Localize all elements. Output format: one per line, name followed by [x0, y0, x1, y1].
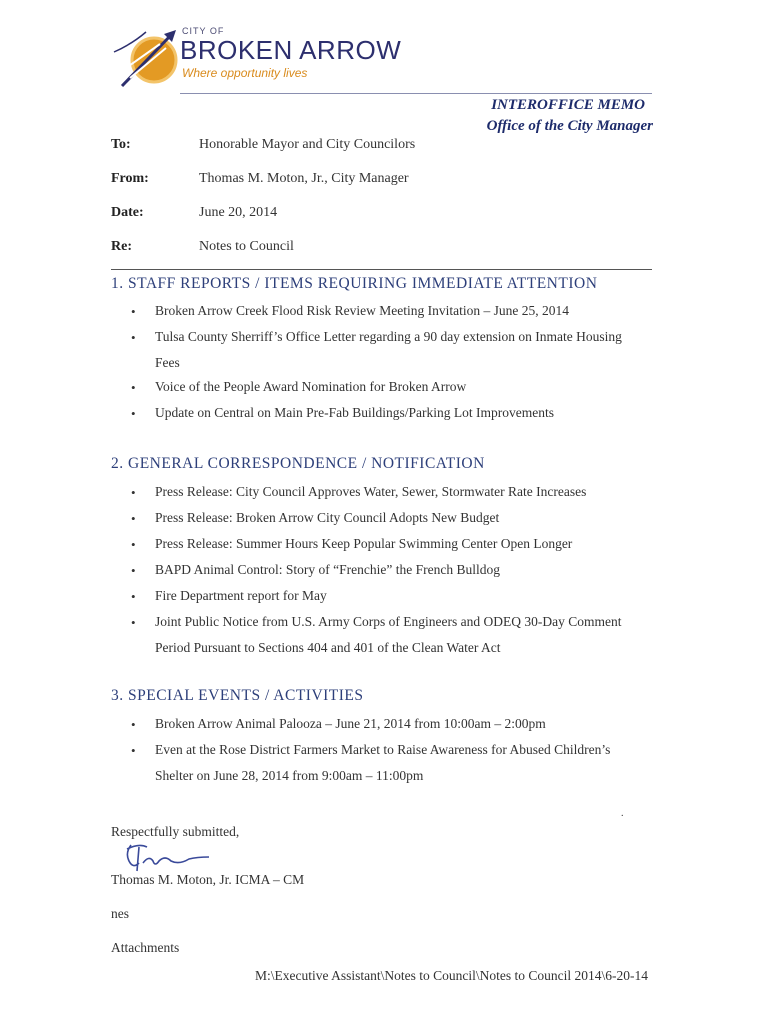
bullet-icon: • — [131, 380, 136, 395]
list-item: Broken Arrow Creek Flood Risk Review Meeting Invitation – June 25, 2014 — [155, 303, 569, 318]
bullet-icon: • — [131, 485, 136, 500]
header-divider — [180, 93, 652, 94]
list-item: Press Release: Broken Arrow City Council Adopts New Budget — [155, 510, 500, 525]
memo-title: INTEROFFICE MEMO — [491, 97, 645, 113]
date-label: Date: — [111, 205, 144, 220]
list-item: Voice of the People Award Nomination for Broken Arrow — [155, 379, 467, 394]
attachments-label: Attachments — [111, 940, 180, 955]
to-label: To: — [111, 137, 131, 152]
bullet-icon: • — [131, 537, 136, 552]
bullet-icon: • — [131, 406, 136, 421]
from-label: From: — [111, 171, 149, 186]
typist-initials: nes — [111, 906, 129, 921]
bullet-icon: • — [131, 563, 136, 578]
bullet-icon: • — [131, 304, 136, 319]
bullet-icon: • — [131, 589, 136, 604]
list-item: Press Release: Summer Hours Keep Popular Swimming Center Open Longer — [155, 536, 573, 551]
list-item: Tulsa County Sherriff’s Office Letter regarding a 90 day extension on Inmate Housing Fees — [155, 329, 622, 370]
bullet-icon: • — [131, 717, 136, 732]
signer-name: Thomas M. Moton, Jr. ICMA – CM — [111, 872, 305, 887]
memo-office: Office of the City Manager — [486, 118, 653, 134]
bullet-icon: • — [131, 511, 136, 526]
list-item: Broken Arrow Animal Palooza – June 21, 2014 from 10:00am – 2:00pm — [155, 716, 546, 731]
list-item: Even at the Rose District Farmers Market to Raise Awareness for Abused Children’s Shelter on June 28, 2014 from 9:00am – 11:00pm — [155, 742, 611, 783]
section-title-correspondence: 2. GENERAL CORRESPONDENCE / NOTIFICATION — [111, 455, 485, 472]
bullet-icon: • — [131, 743, 136, 758]
from-value: Thomas M. Moton, Jr., City Manager — [199, 171, 409, 186]
re-value: Notes to Council — [199, 239, 294, 254]
footer-file-path: M:\Executive Assistant\Notes to Council\Notes to Council 2014\6-20-14 — [255, 968, 648, 983]
re-label: Re: — [111, 239, 132, 254]
logo-city-name: BROKEN ARROW — [180, 35, 402, 65]
signature-image — [117, 835, 217, 875]
header-bottom-rule — [111, 269, 652, 270]
bullet-icon: • — [131, 615, 136, 630]
to-value: Honorable Mayor and City Councilors — [199, 137, 416, 152]
logo-city-of: CITY OF — [182, 26, 225, 36]
list-item: Press Release: City Council Approves Water, Sewer, Stormwater Rate Increases — [155, 484, 587, 499]
list-item: BAPD Animal Control: Story of “Frenchie” the French Bulldog — [155, 562, 500, 577]
stray-mark: . — [621, 808, 624, 819]
closing-respectfully: Respectfully submitted, — [111, 824, 240, 839]
section-title-special-events: 3. SPECIAL EVENTS / ACTIVITIES — [111, 687, 364, 704]
list-item: Joint Public Notice from U.S. Army Corps of Engineers and ODEQ 30-Day Comment Period Pursuant to Sections 404 and 401 of the Clean Water Act — [155, 614, 622, 655]
arrow-sun-icon — [114, 30, 176, 86]
date-value: June 20, 2014 — [199, 205, 278, 220]
list-item: Update on Central on Main Pre-Fab Buildings/Parking Lot Improvements — [155, 405, 554, 420]
bullet-icon: • — [131, 330, 136, 345]
list-item: Fire Department report for May — [155, 588, 327, 603]
section-title-staff-reports: 1. STAFF REPORTS / ITEMS REQUIRING IMMEDIATE ATTENTION — [111, 275, 598, 292]
logo-tagline: Where opportunity lives — [182, 66, 308, 80]
